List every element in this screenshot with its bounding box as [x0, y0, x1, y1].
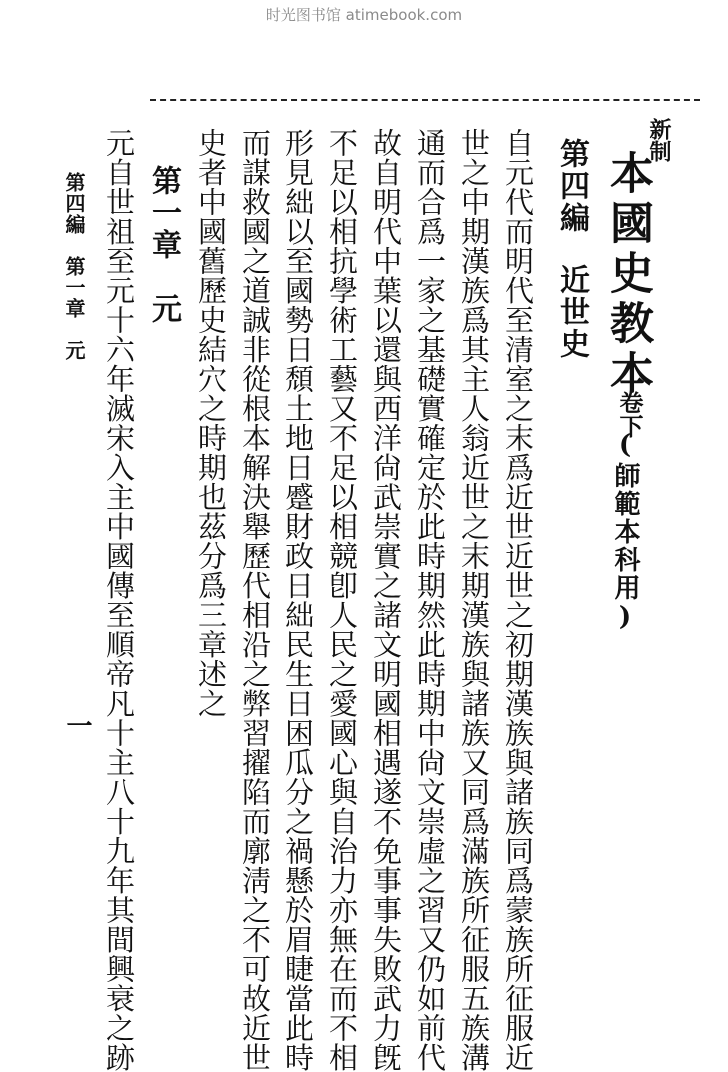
edition-label: (師範本科用): [610, 430, 640, 634]
watermark: 时光图书馆 atimebook.com: [265, 6, 463, 24]
text-column: 而謀救國之道誠非從根本解決舉歷代相沿之弊習擢陷而廓淸之不可故近世: [238, 128, 272, 1072]
text-column: 史者中國舊歷史結穴之時期也茲分爲三章述之: [194, 128, 228, 718]
text-column: 世之中期漢族爲其主人翁近世之末期漢族與諸族又同爲滿族所征服五族溝: [457, 128, 491, 1072]
chapter-title: 第一章 元: [146, 165, 181, 325]
chapter-text-column: 元自世祖至元十六年滅宋入主中國傳至順帝凡十主八十九年其間興衰之跡: [102, 128, 136, 1072]
volume-label: 卷下: [615, 390, 644, 438]
new-label: 新制: [646, 118, 672, 162]
text-column: 自元代而明代至清室之末爲近世近世之初期漢族與諸族同爲蒙族所征服近: [501, 128, 535, 1072]
book-title: 本國史教本: [602, 150, 653, 400]
part-number: 第四編: [554, 138, 589, 234]
page-number: 一: [62, 712, 92, 738]
text-column: 通而合爲一家之基礎實確定於此時期然此時期中尙文崇虛之習又仍如前代: [413, 128, 447, 1072]
part-name: 近世史: [554, 264, 589, 360]
text-column: 不足以相抗學術工藝又不足以相競卽人民之愛國心與自治力亦無在而不相: [325, 128, 359, 1072]
text-column: 故自明代中葉以還與西洋尙武崇實之諸文明國相遇遂不免事事失敗武力旣: [369, 128, 403, 1072]
margin-note: 第四編 第一章 元: [62, 172, 86, 361]
text-column: 形見絀以至國勢日頹土地日蹙財政日絀民生日困瓜分之禍懸於眉睫當此時: [281, 128, 315, 1072]
